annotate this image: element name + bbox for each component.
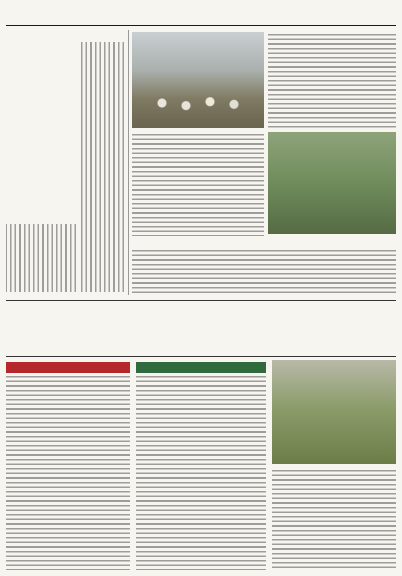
main-body-col3 — [272, 470, 396, 570]
sheep-flock — [138, 90, 258, 116]
top-story-body — [6, 224, 76, 292]
top-photo-farmer — [268, 132, 396, 234]
main-body-col1 — [6, 376, 130, 570]
main-photo-wheat — [272, 360, 396, 464]
column-subhead — [6, 362, 130, 373]
top-story-body-mid — [132, 134, 264, 236]
top-story-body-lower — [132, 250, 396, 294]
column-divider — [128, 30, 129, 295]
top-right-body — [268, 34, 396, 128]
column-subhead — [136, 362, 266, 373]
top-photo-sheep — [132, 32, 264, 128]
top-story-body — [78, 42, 124, 292]
page-header — [6, 4, 396, 26]
section-divider — [6, 300, 396, 301]
main-body-col2 — [136, 376, 266, 570]
headline-underline — [6, 356, 396, 357]
